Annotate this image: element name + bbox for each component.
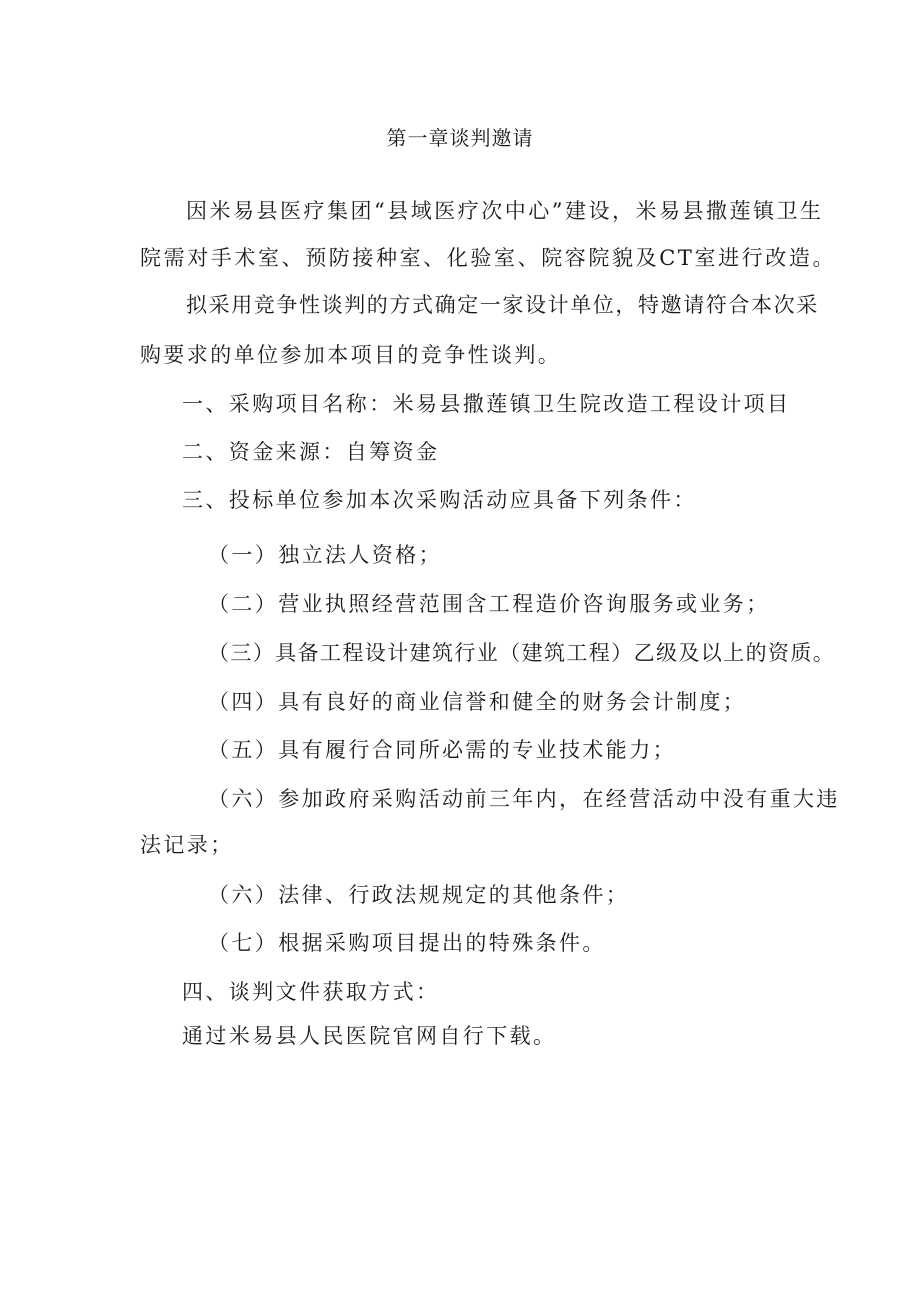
condition-item-1: （一）独立法人资格； (208, 543, 442, 567)
condition-item-6-line-1: （六）参加政府采购活动前三年内，在经营活动中没有重大违 (208, 787, 840, 811)
condition-item-5: （五）具有履行合同所必需的专业技术能力； (208, 738, 676, 762)
condition-item-7: （六）法律、行政法规规定的其他条件； (208, 883, 630, 907)
section-bidder-conditions: 三、投标单位参加本次采购活动应具备下列条件： (182, 488, 697, 512)
intro-line-1: 因米易县医疗集团“县域医疗次中心”建设，米易县撒莲镇卫生 (186, 199, 824, 223)
page-title: 第一章谈判邀请 (386, 126, 534, 150)
section-document-access: 四、谈判文件获取方式： (182, 980, 440, 1004)
section-funding-source: 二、资金来源：自筹资金 (182, 440, 440, 464)
section-document-access-detail: 通过米易县人民医院官网自行下载。 (182, 1024, 557, 1048)
condition-item-8: （七）根据采购项目提出的特殊条件。 (208, 931, 606, 955)
purpose-line-2: 购要求的单位参加本项目的竞争性谈判。 (140, 343, 562, 367)
condition-item-4: （四）具有良好的商业信誉和健全的财务会计制度； (208, 690, 747, 714)
condition-item-2: （二）营业执照经营范围含工程造价咨询服务或业务； (208, 592, 770, 616)
condition-item-3: （三）具备工程设计建筑行业（建筑工程）乙级及以上的资质。 (208, 641, 836, 665)
purpose-line-1: 拟采用竞争性谈判的方式确定一家设计单位，特邀请符合本次采 (186, 293, 819, 317)
condition-item-6-line-2: 法记录； (140, 833, 234, 857)
intro-line-2: 院需对手术室、预防接种室、化验室、院容院貌及CT室进行改造。 (140, 246, 837, 270)
section-project-name: 一、采购项目名称：米易县撒莲镇卫生院改造工程设计项目 (182, 392, 791, 416)
